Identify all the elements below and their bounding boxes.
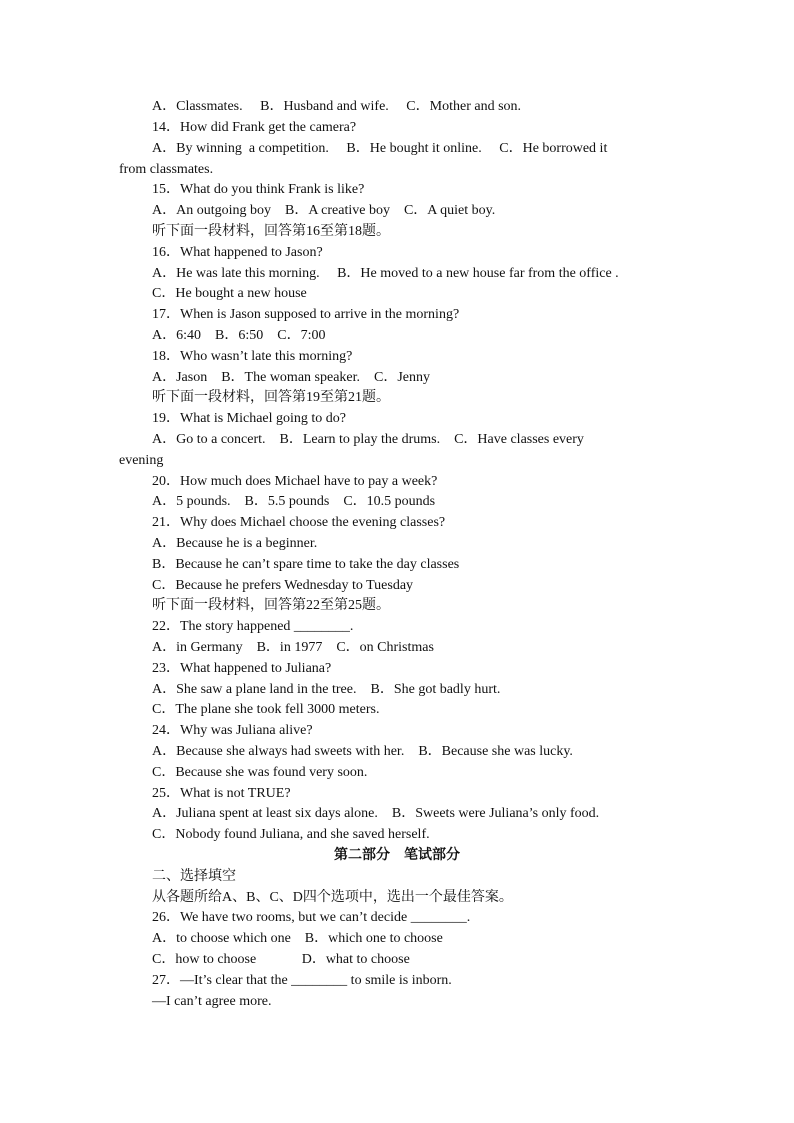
- q19-options: A．Go to a concert. B．Learn to play the drums. C．Have classes every: [152, 432, 584, 447]
- q21-option-c: C．Because he prefers Wednesday to Tuesday: [152, 578, 414, 593]
- q26-options-ab: A．to choose which one B．which one to choose: [152, 931, 443, 946]
- part-two-heading: 第二部分 笔试部分: [334, 848, 460, 863]
- q24-options-ab: A．Because she always had sweets with her. B．Because she was lucky.: [152, 744, 573, 759]
- q18-question: 18．Who wasn’t late this morning?: [152, 349, 353, 364]
- q14-question: 14．How did Frank get the camera?: [152, 120, 357, 135]
- q23-question: 23．What happened to Juliana?: [152, 661, 332, 676]
- q17-question: 17．When is Jason supposed to arrive in the morning?: [152, 307, 460, 322]
- q18-options: A．Jason B．The woman speaker. C．Jenny: [152, 370, 431, 385]
- q16-options-ab: A．He was late this morning. B．He moved to a new house far from the office .: [152, 266, 619, 281]
- section-heading-choice: 二、选择填空: [152, 869, 236, 884]
- q21-question: 21．Why does Michael choose the evening classes?: [152, 515, 446, 530]
- q16-question: 16．What happened to Jason?: [152, 245, 323, 260]
- q25-option-c: C．Nobody found Juliana, and she saved herself.: [152, 827, 430, 842]
- q14-options: A．By winning a competition. B．He bought it online. C．He borrowed it: [152, 141, 608, 156]
- q27-response: —I can’t agree more.: [152, 994, 272, 1009]
- q19-options-cont: evening: [119, 453, 164, 468]
- q20-options: A．5 pounds. B．5.5 pounds C．10.5 pounds: [152, 494, 436, 509]
- q19-question: 19．What is Michael going to do?: [152, 411, 347, 426]
- q14-options-cont: from classmates.: [119, 162, 214, 177]
- q27-question: 27．—It’s clear that the ________ to smile is inborn.: [152, 973, 452, 988]
- q15-options: A．An outgoing boy B．A creative boy C．A quiet boy.: [152, 203, 496, 218]
- section-instruction-16-18: 听下面一段材料，回答第16至第18题。: [152, 224, 390, 239]
- q26-options-cd: C．how to choose D．what to choose: [152, 952, 410, 967]
- q22-question: 22．The story happened ________.: [152, 619, 354, 634]
- section-instruction-22-25: 听下面一段材料，回答第22至第25题。: [152, 598, 390, 613]
- q17-options: A．6:40 B．6:50 C．7:00: [152, 328, 326, 343]
- q13-options: A．Classmates. B．Husband and wife. C．Mother and son.: [152, 99, 522, 114]
- q20-question: 20．How much does Michael have to pay a week?: [152, 474, 438, 489]
- q23-option-c: C．The plane she took fell 3000 meters.: [152, 702, 380, 717]
- q24-question: 24．Why was Juliana alive?: [152, 723, 313, 738]
- choice-instruction: 从各题所给A、B、C、D四个选项中，选出一个最佳答案。: [152, 890, 513, 905]
- q21-option-b: B．Because he can’t spare time to take the day classes: [152, 557, 460, 572]
- q23-options-ab: A．She saw a plane land in the tree. B．She got badly hurt.: [152, 682, 501, 697]
- q16-option-c: C．He bought a new house: [152, 286, 307, 301]
- q22-options: A．in Germany B．in 1977 C．on Christmas: [152, 640, 434, 655]
- q25-question: 25．What is not TRUE?: [152, 786, 291, 801]
- q21-option-a: A．Because he is a beginner.: [152, 536, 318, 551]
- q24-option-c: C．Because she was found very soon.: [152, 765, 368, 780]
- section-instruction-19-21: 听下面一段材料，回答第19至第21题。: [152, 390, 390, 405]
- q25-options-ab: A．Juliana spent at least six days alone. B．Sweets were Juliana’s only food.: [152, 806, 600, 821]
- q15-question: 15．What do you think Frank is like?: [152, 182, 365, 197]
- q26-question: 26．We have two rooms, but we can’t decide ________.: [152, 910, 471, 925]
